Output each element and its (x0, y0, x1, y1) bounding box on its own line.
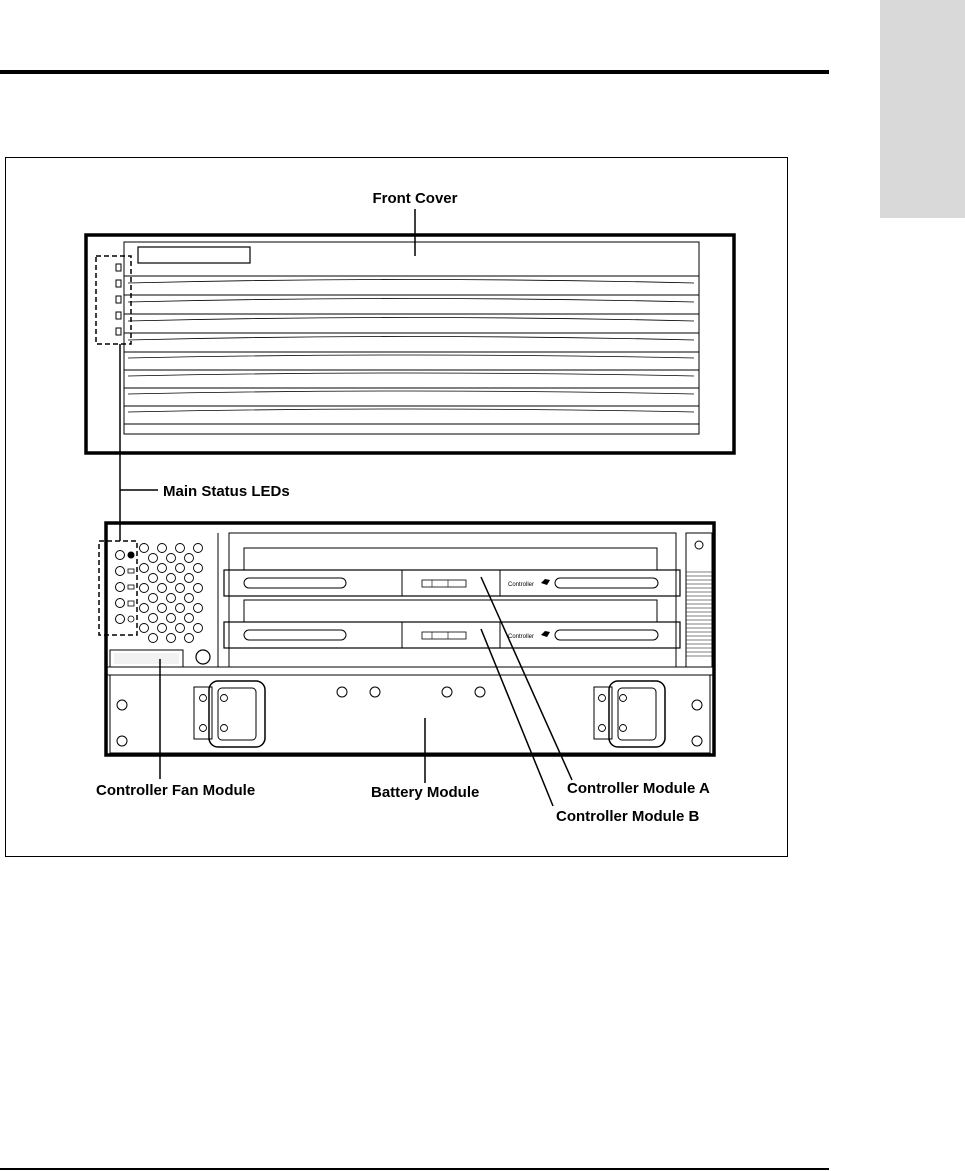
front-cover-status-leds (96, 256, 131, 344)
controller-module-a-unit (224, 548, 680, 596)
battery-module-label: Battery Module (371, 784, 480, 801)
controller-fan-module-label: Controller Fan Module (96, 782, 256, 799)
controller-module-a-label: Controller Module A (567, 780, 710, 797)
battery-module-unit (110, 675, 710, 753)
controller-module-b-label: Controller Module B (556, 808, 700, 825)
enclosure-open (106, 523, 714, 755)
controller-module-b-unit (224, 600, 680, 648)
front-cover-label: Front Cover (372, 190, 458, 207)
front-cover (86, 235, 734, 453)
footer-rule (0, 1168, 829, 1170)
controller-b-label: Controller (508, 634, 535, 640)
controller-fan-module-unit (110, 544, 210, 668)
controller-a-label: Controller (508, 582, 535, 588)
main-status-leds-label: Main Status LEDs (163, 483, 290, 500)
